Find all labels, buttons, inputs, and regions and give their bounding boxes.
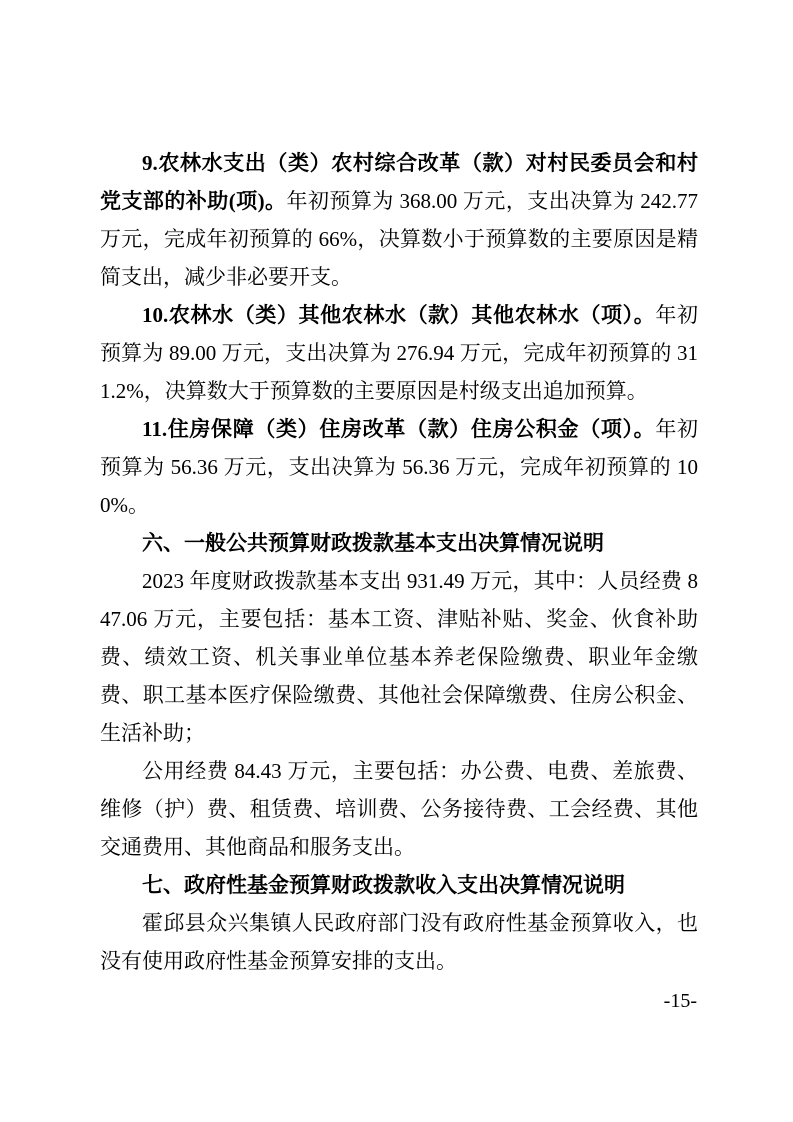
paragraph-lead: 11.住房保障（类）住房改革（款）住房公积金（项）。	[142, 417, 656, 441]
paragraph-public-expense: 公用经费 84.43 万元，主要包括：办公费、电费、差旅费、维修（护）费、租赁费、培训费、公务接待费、工会经费、其他交通费用、其他商品和服务支出。	[100, 759, 698, 859]
paragraph-item-10	[100, 296, 698, 410]
paragraph-lead: 9.农林水支出（类）农村综合改革（款）对村民委员会和村党支部的补助(项)。	[100, 151, 698, 213]
paragraph-text: 年初预算为 56.36 万元，支出决算为 56.36 万元，完成年初预算的 100%。	[100, 417, 698, 517]
paragraph-text: 年初预算为 89.00 万元，支出决算为 276.94 万元，完成年初预算的 311.2%，决算数大于预算数的主要原因是村级支出追加预算。	[100, 303, 699, 403]
paragraph-government-fund: 霍邱县众兴集镇人民政府部门没有政府性基金预算收入，也没有使用政府性基金预算安排的支出。	[100, 911, 698, 973]
page-number: -15-	[663, 990, 697, 1012]
section-heading-6: 六、一般公共预算财政拨款基本支出决算情况说明	[142, 531, 604, 555]
section-heading-7: 七、政府性基金预算财政拨款收入支出决算情况说明	[142, 873, 625, 897]
paragraph-item-9	[100, 144, 698, 296]
paragraph-item-11	[100, 410, 698, 524]
document-body	[100, 144, 698, 980]
paragraph-personnel-expense: 2023 年度财政拨款基本支出 931.49 万元，其中：人员经费 847.06 万元，主要包括：基本工资、津贴补贴、奖金、伙食补助费、绩效工资、机关事业单位基本养老保险缴费、职业年金缴费、职工基本医疗保险缴费、其他社会保障缴费、住房公积金、生活补助；	[100, 569, 698, 745]
paragraph-lead: 10.农林水（类）其他农林水（款）其他农林水（项）。	[142, 303, 656, 327]
paragraph-text: 年初预算为 368.00 万元，支出决算为 242.77 万元，完成年初预算的 66%，决算数小于预算数的主要原因是精简支出，减少非必要开支。	[100, 189, 698, 289]
